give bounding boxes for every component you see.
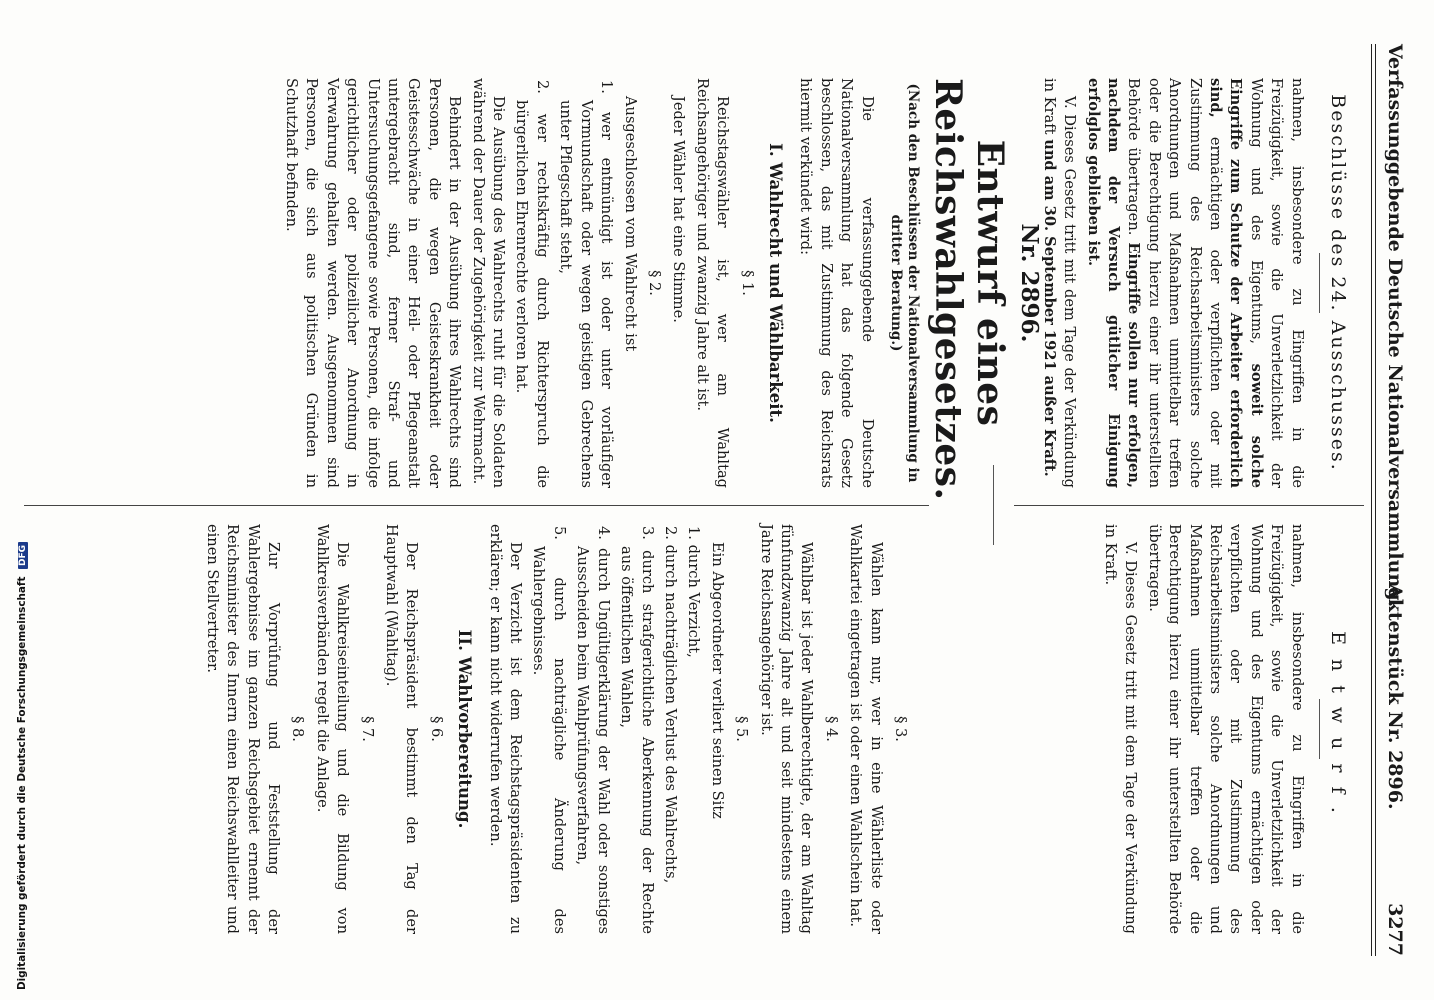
paragraph-label-1: § 1. — [738, 270, 756, 296]
paragraph-label-7: § 7. — [358, 716, 376, 742]
paragraph-label-3: § 3. — [892, 716, 909, 742]
block-divider — [993, 465, 994, 545]
entwurf-column — [1097, 524, 1348, 934]
paragraph-1-text: Reichstagswähler ist, wer am Wahltag Reichsangehöriger und zwanzig Jahre alt ist. — [693, 78, 732, 488]
entwurf-para1: nahmen, insbesondere zu Eingriffen in die Freizügigkeit, sowie die Unverletzlichkeit der Wohnung und des Eigentums ermächtigen oder verpflichten oder mit Zustimmung des Reichsarbeitsministers solche Anordnungen und Maßnahmen unmittelbar treffen oder die Berechtigung hierzu einer ihr unterstellten Behörde übertragen. — [1145, 524, 1306, 934]
entwurf-heading: Entwurf. — [1327, 631, 1349, 827]
document-number: Nr. 2896. — [1016, 223, 1043, 343]
paragraph-1-text-2: Jeder Wähler hat eine Stimme. — [670, 96, 688, 323]
paragraph-2-item-2: 2. wer rechtskräftig durch Richterspruch die bürgerlichen Ehrenrechte verloren hat. — [513, 80, 551, 488]
beschluesse-para2: V. Dieses Gesetz tritt mit dem Tage der Verkündung in Kraft und am 30. September 1921 außer Kraft. — [1040, 78, 1079, 488]
wahlgesetz-left-column — [278, 78, 1043, 501]
paragraph-6-text: Der Reichspräsident bestimmt den Tag der Hauptwahl (Wahltag). — [383, 524, 421, 934]
paragraph-5-intro: Ein Abgeordneter verliert seinen Sitz — [708, 542, 726, 819]
intro-text: Die verfassunggebende Deutsche Nationalversammlung hat das folgende Gesetz beschlossen, das mit Zustimmung des Reichsrats hiermit verkündet wird: — [797, 78, 876, 488]
paragraph-5-item-2: 2. durch nachträglichen Verlust des Wahlrechts, — [661, 526, 679, 884]
paragraph-2-text: Die Ausübung des Wahlrechts ruht für die Soldaten während der Dauer der Zugehörigkeit zur Wehrmacht. — [469, 78, 508, 488]
header-rule — [1375, 44, 1376, 956]
column-separator-top — [1014, 505, 1364, 506]
paragraph-label-6: § 6. — [427, 716, 445, 742]
beschluesse-para1: nahmen, insbesondere zu Eingriffen in die Freizügigkeit, sowie die Unverletzlichkeit der Wohnung und des Eigentums, soweit solche Eingriffe zum Schutze der Arbeiter erforderlich sind, ermächtigen oder verpflichten oder mit Zustimmung des Reichsarbeitsministers solche Anordnungen und Maßnahmen unmittelbar treffen oder die Berechtigung hierzu einer ihr unterstellten Behörde übertragen. Eingriffe sollen nur erfolgen, nachdem der Versuch gütlicher Einigung erfolglos geblieben ist. — [1084, 78, 1306, 489]
heading-divider-2 — [1319, 699, 1320, 759]
page-header — [1380, 44, 1406, 956]
paragraph-label-8: § 8. — [289, 716, 307, 742]
paragraph-5-text: Der Verzicht ist dem Reichstagspräsidenten zu erklären; er kann nicht widerrufen werden. — [486, 524, 525, 934]
paragraph-2-intro: Ausgeschlossen vom Wahlrecht ist — [621, 96, 639, 352]
header-rule-thin — [1371, 44, 1372, 956]
section-heading-2: II. Wahlvorbereitung. — [455, 629, 475, 829]
wahlgesetz-right-column — [198, 524, 914, 934]
paragraph-2-item-1: 1. wer entmündigt ist oder unter vorläufiger Vormundschaft oder wegen geistigen Gebrechens unter Pflegschaft steht, — [557, 80, 616, 488]
header-page-number: 3277 — [1384, 903, 1406, 956]
document-title: Entwurf eines Reichswahlgesetzes. — [926, 78, 1011, 501]
dfg-logo: DFG — [18, 542, 28, 569]
beschluesse-column — [1035, 78, 1348, 488]
paragraph-4-text: Wählbar ist jeder Wahlberechtigte, der am Wahltag fünfundzwanzig Jahre alt und seit mindestens einem Jahre Reichsangehöriger ist. — [757, 524, 816, 934]
paragraph-label-2: § 2. — [645, 270, 663, 296]
paragraph-5-item-5: 5. durch nachträgliche Änderung des Wahlergebnisses. — [530, 526, 568, 934]
paragraph-label-4: § 4. — [822, 716, 840, 742]
footer-credit: Digitalisierung gefördert durch die Deutsche Forschungsgemeinschaft DFG — [16, 542, 28, 990]
paragraph-label-5: § 5. — [733, 716, 751, 742]
entwurf-para2: V. Dieses Gesetz tritt mit dem Tage der Verkündung in Kraft. — [1101, 524, 1140, 934]
paragraph-8-text: Zur Vorprüfung und Feststellung der Wahlergebnisse im ganzen Reichsgebiet ernennt der Reichsminister des Innern einen Reichswahlleiter und einen Stellvertreter. — [203, 524, 283, 934]
section-heading-1: I. Wahlrecht und Wählbarkeit. — [765, 143, 785, 423]
column-separator-bottom — [24, 505, 929, 506]
header-left: Verfassunggebende Deutsche Nationalversammlung. — [1384, 44, 1406, 608]
paragraph-3-text: Wählen kann nur, wer in eine Wählerliste oder Wahlkartei eingetragen ist oder einen Wahlschein hat. — [847, 524, 885, 934]
heading-divider — [1319, 253, 1320, 313]
paragraph-5-item-3: 3. durch strafgerichtliche Aberkennung der Rechte aus öffentlichen Wahlen, — [618, 526, 656, 934]
paragraph-2-text-2: Behindert in der Ausübung ihres Wahlrechts sind Personen, die wegen Geisteskrankheit oder Geistesschwäche in einer Heil- oder Pflegeanstalt untergebracht sind, ferner Straf- und Untersuchungsgefangene sowie Personen, die infolge gerichtlicher oder polizeilicher Anordnung in Verwahrung gehalten werden. Ausgenommen sind Personen, die sich aus politischen Gründen in Schutzhaft befinden. — [283, 78, 464, 488]
document-subtitle: (Nach den Beschlüssen der Nationalversammlung in dritter Beratung.) — [887, 83, 921, 483]
paragraph-5-item-4: 4. durch Ungültigerklärung der Wahl oder sonstiges Ausscheiden beim Wahlprüfungsverfahren, — [574, 526, 612, 934]
footer-strip — [0, 0, 28, 1000]
paragraph-7-text: Die Wahlkreiseinteilung und die Bildung von Wahlkreisverbänden regelt die Anlage. — [313, 524, 352, 934]
paragraph-5-item-1: 1. durch Verzicht, — [685, 526, 703, 658]
header-center: Aktenstück Nr. 2896. — [1384, 584, 1406, 810]
beschluesse-heading: Beschlüsse des 24. Ausschusses. — [1327, 94, 1349, 472]
